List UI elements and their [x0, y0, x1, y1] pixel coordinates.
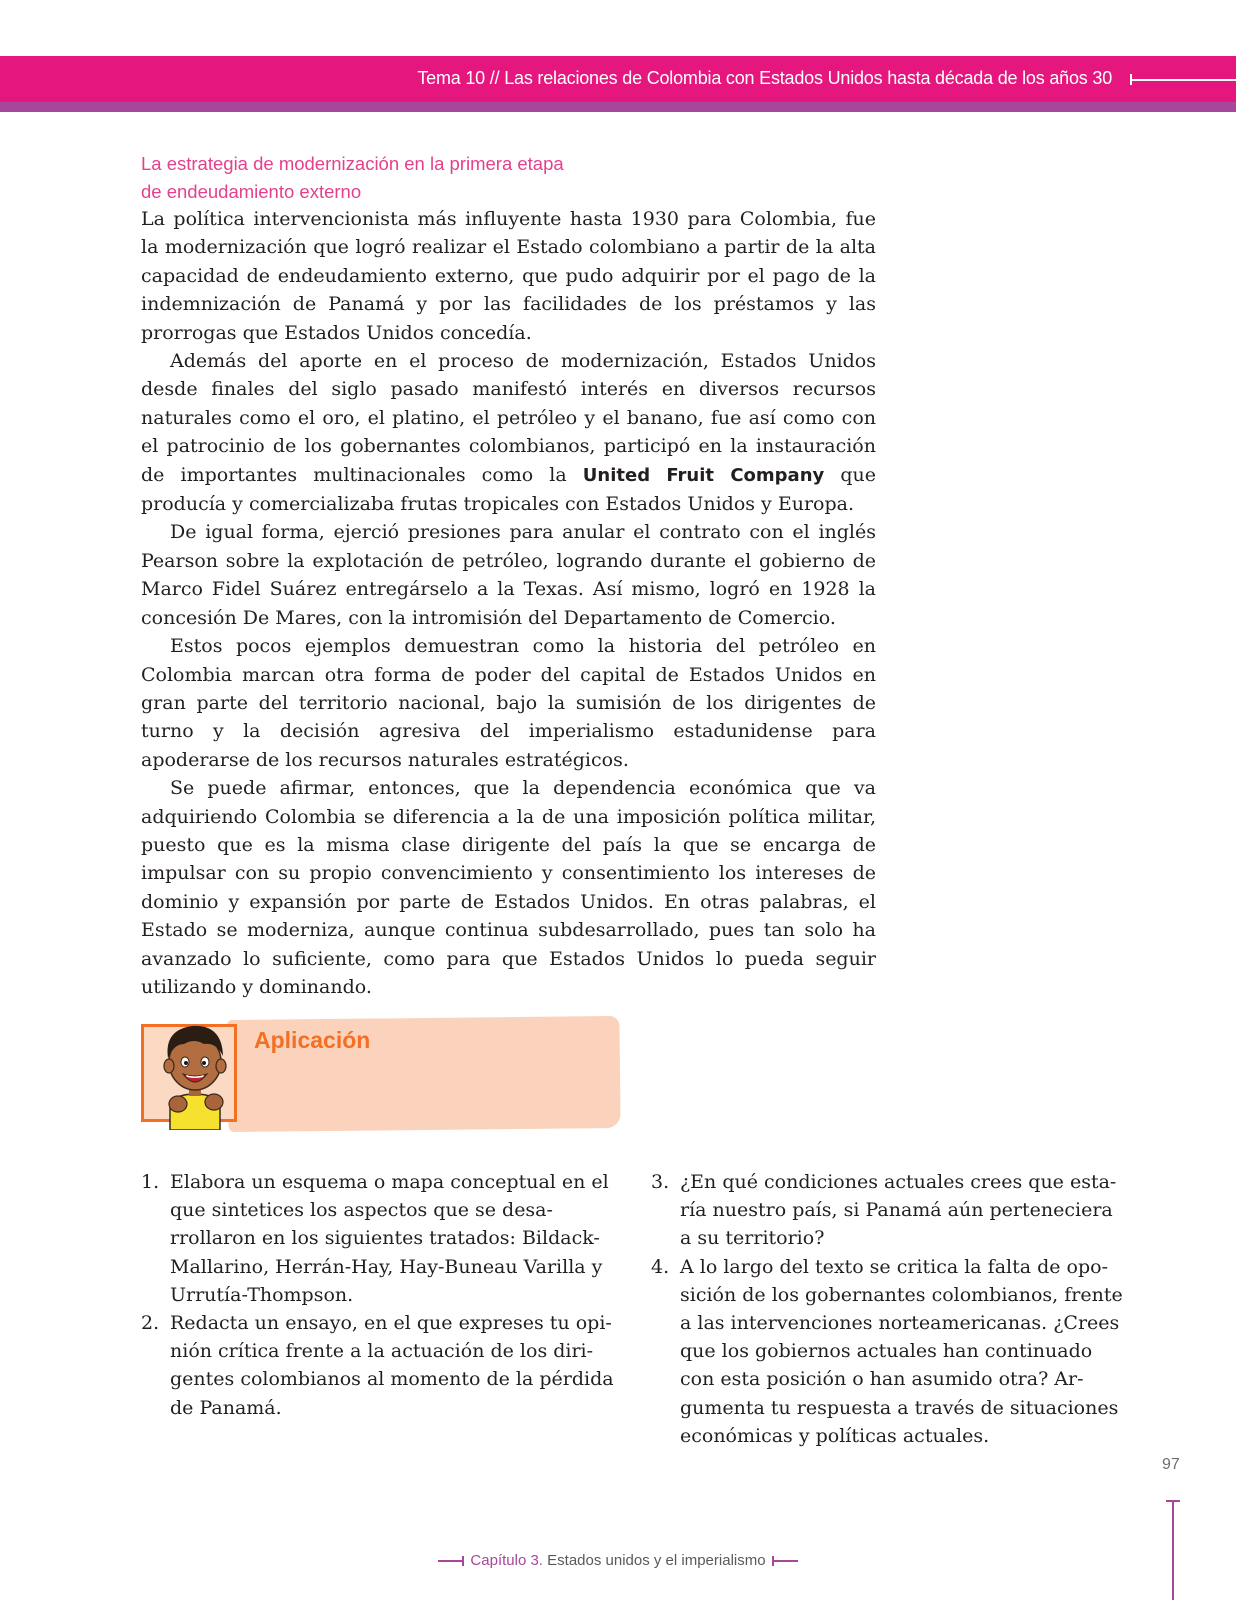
student-character-icon [150, 1012, 240, 1130]
exercise-number: 1. [141, 1171, 160, 1193]
exercise-text: A lo largo del texto se critica la falta de oposición de los gobernantes colombianos, frente a las intervenciones norteamericanas. ¿Crees que los gobiernos actuales han continuado con esta posición o han asumido otra? Argumenta tu respuesta a través de situaciones económicas y políticas actuales. [680, 1255, 1123, 1447]
exercise-text: Redacta un ensayo, en el que expreses tu opinión crítica frente a la actuación de los dirigentes colombianos al momento de la pérdida de Panamá. [170, 1312, 614, 1419]
section-heading-line-1: La estrategia de modernización en la primera etapa [141, 153, 564, 174]
exercise-list-right [651, 1168, 1127, 1450]
exercise-number: 3. [651, 1171, 670, 1193]
header-rule-tick [1130, 74, 1132, 85]
page-number: 97 [1162, 1456, 1180, 1473]
exercise-text: Elabora un esquema o mapa conceptual en el que sintetices los aspectos que se desarrollaron en los siguientes tratados: Bildack-Mallarino, Herrán-Hay, Hay-Buneau Varilla y Urrutía-Thompson. [170, 1171, 609, 1306]
running-title: Tema 10 // Las relaciones de Colombia con Estados Unidos hasta década de los años 30 [417, 68, 1112, 88]
footer [0, 1552, 1236, 1569]
section-heading [141, 150, 741, 206]
body-text [141, 205, 876, 1001]
section-heading-line-2: de endeudamiento externo [141, 181, 362, 202]
footer-rule-right [772, 1560, 798, 1562]
paragraph-1: La política intervencionista más influyente hasta 1930 para Colombia, fue la modernización que logró realizar el Estado colombiano a partir de la alta capacidad de endeudamiento externo, que pudo adquirir por el pago de la indemnización de Panamá y por las facilidades de los préstamos y las prorrogas que Estados Unidos concedía. [141, 208, 876, 344]
application-title: Aplicación [254, 1027, 371, 1053]
exercise-number: 2. [141, 1312, 160, 1335]
footer-rule-left [438, 1560, 464, 1562]
exercise-text: ¿En qué condiciones actuales crees que estaría nuestro país, si Panamá aún perteneciera a su territorio? [680, 1171, 1117, 1250]
exercise-item-1 [141, 1168, 619, 1309]
paragraph-2 [141, 347, 876, 518]
header-bar-underline [0, 102, 1236, 112]
header-rule [1130, 79, 1236, 81]
side-rule-tick [1166, 1500, 1180, 1502]
exercise-item-3 [651, 1168, 1127, 1253]
footer-chapter: Capítulo 3. [470, 1552, 543, 1569]
paragraph-2-text-b: que producía y comercializaba frutas tropicales con Estados Unidos y Europa. [141, 463, 876, 516]
united-fruit-company-term: United Fruit Company [582, 464, 825, 486]
exercise-number: 4. [651, 1255, 670, 1278]
paragraph-5: Se puede afirmar, entonces, que la dependencia económica que va adquiriendo Colombia se diferencia a la de una imposición política militar, puesto que es la misma clase dirigente del país la que se encarga de impulsar con su propio convencimiento y consentimiento los intereses de dominio y expansión por parte de Estados Unidos. En otras palabras, el Estado se moderniza, aunque continua subdesarrollado, pues tan solo ha avanzado lo suficiente, como para que Estados Unidos lo pueda seguir utilizando y dominando. [141, 777, 876, 998]
exercise-list-left [141, 1168, 619, 1422]
paragraph-3: De igual forma, ejerció presiones para anular el contrato con el inglés Pearson sobre la explotación de petróleo, logrando durante el gobierno de Marco Fidel Suárez entregárselo a la Texas. Así mismo, logró en 1928 la concesión De Mares, con la intromisión del Departamento de Comercio. [141, 521, 876, 629]
paragraph-2-text-a: Además del aporte en el proceso de modernización, Estados Unidos desde finales del siglo pasado manifestó interés en diversos recursos naturales como el oro, el platino, el petróleo y el banano, fue así como con el patrocinio de los gobernantes colombianos, participó en la instauración de importantes multinacionales como la [141, 350, 876, 486]
exercise-item-4 [651, 1253, 1127, 1450]
paragraph-4: Estos pocos ejemplos demuestran como la historia del petróleo en Colombia marcan otra forma de poder del capital de Estados Unidos en gran parte del territorio nacional, bajo la sumisión de los dirigentes de turno y la decisión agresiva del imperialismo estadunidense para apoderarse de los recursos naturales estratégicos. [141, 635, 876, 771]
exercise-item-2 [141, 1309, 619, 1422]
side-rule [1172, 1500, 1174, 1600]
footer-title: Estados unidos y el imperialismo [547, 1552, 766, 1569]
